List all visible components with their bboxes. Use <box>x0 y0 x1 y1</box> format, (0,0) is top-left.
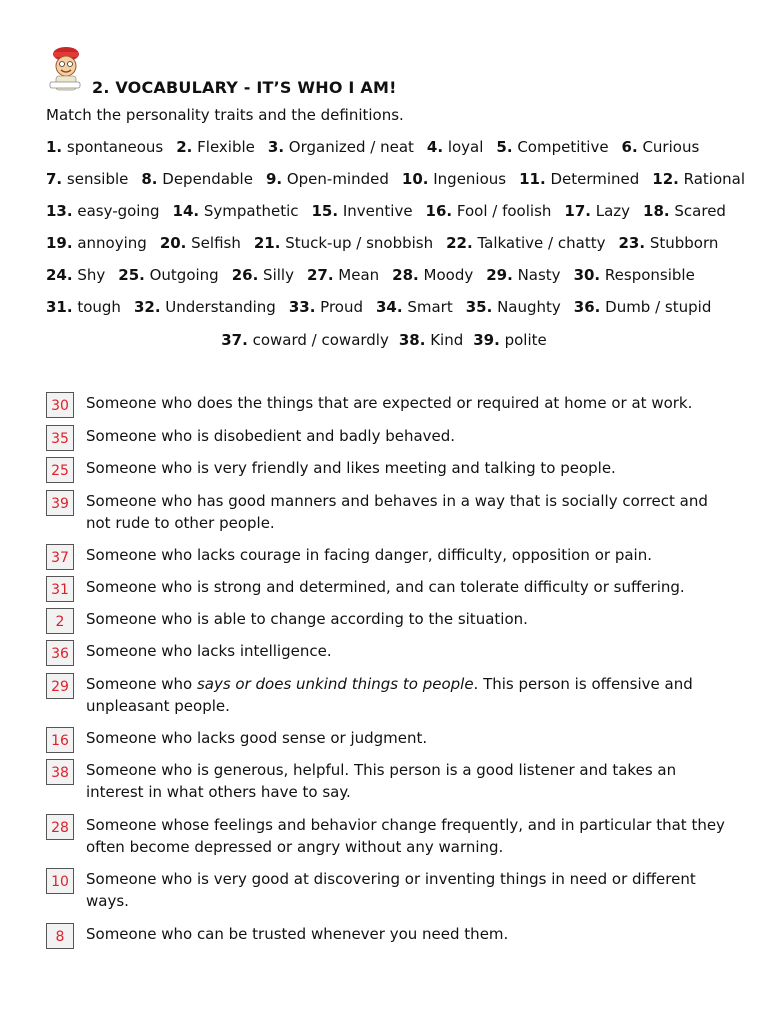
vocab-number: 28. <box>392 266 419 284</box>
vocab-item <box>312 202 413 220</box>
page-title: 2. VOCABULARY - IT’S WHO I AM! <box>92 78 397 97</box>
vocab-number: 31. <box>46 298 73 316</box>
answer-box[interactable]: 36 <box>46 640 74 666</box>
vocab-word: polite <box>499 331 547 349</box>
vocab-word: spontaneous <box>62 138 164 156</box>
vocab-number: 12. <box>652 170 679 188</box>
answer-box[interactable]: 25 <box>46 457 74 483</box>
vocab-item <box>564 202 630 220</box>
definition-text-part: Someone who does the things that are expected or required at home or at work. <box>86 394 693 412</box>
answer-box[interactable]: 10 <box>46 868 74 894</box>
vocab-item <box>427 138 484 156</box>
vocab-item <box>46 202 160 220</box>
vocab-word: Responsible <box>600 266 695 284</box>
vocab-number: 27. <box>306 266 334 284</box>
vocab-word: Silly <box>258 266 294 284</box>
definition-text-part: Someone who lacks courage in facing danger, difficulty, opposition or pain. <box>86 546 652 564</box>
vocab-number: 35. <box>465 298 493 316</box>
answer-box[interactable]: 37 <box>46 544 74 570</box>
vocab-word: easy-going <box>72 202 160 220</box>
vocab-item <box>307 266 379 284</box>
vocab-word: Naughty <box>492 298 561 316</box>
vocab-word: Selfish <box>186 234 241 252</box>
vocab-item <box>643 202 726 220</box>
vocab-word: Flexible <box>192 138 255 156</box>
definition-text <box>86 673 736 717</box>
vocab-item <box>618 234 718 252</box>
vocab-item <box>466 298 561 316</box>
definition-emphasis: says or does unkind things to people <box>196 675 474 693</box>
definition-text-part: Someone who lacks good sense or judgment. <box>86 729 428 747</box>
answer-box[interactable]: 29 <box>46 673 74 699</box>
vocab-item <box>289 298 363 316</box>
vocab-number: 9. <box>265 170 283 188</box>
vocab-item <box>160 234 241 252</box>
definition-text <box>86 425 736 447</box>
vocab-word: Fool / foolish <box>452 202 552 220</box>
vocab-number: 13. <box>46 202 73 220</box>
answer-box[interactable]: 16 <box>46 727 74 753</box>
vocab-item <box>176 138 255 156</box>
vocab-item <box>232 266 294 284</box>
vocab-word: sensible <box>62 170 129 188</box>
vocab-word: Mean <box>333 266 380 284</box>
definition-text-part: Someone who is able to change according to the situation. <box>86 610 528 628</box>
vocab-item <box>402 170 506 188</box>
vocab-word: Open-minded <box>282 170 389 188</box>
vocab-item <box>622 138 700 156</box>
vocab-item <box>46 298 121 316</box>
vocab-number: 7. <box>46 170 63 188</box>
vocab-number: 5. <box>496 138 513 156</box>
vocab-word: Sympathetic <box>199 202 299 220</box>
vocab-word: Stubborn <box>645 234 719 252</box>
vocab-word: Organized / neat <box>284 138 414 156</box>
definition-text-part: Someone who is very friendly and likes meeting and talking to people. <box>86 459 616 477</box>
vocab-word: Kind <box>425 331 464 349</box>
vocab-number: 25. <box>118 266 145 284</box>
vocab-number: 1. <box>46 138 63 156</box>
answer-box[interactable]: 30 <box>46 392 74 418</box>
vocab-word: Smart <box>402 298 453 316</box>
definition-text <box>86 576 736 598</box>
vocab-item <box>519 170 639 188</box>
vocab-item <box>266 170 389 188</box>
vocab-number: 10. <box>401 170 429 188</box>
vocab-number: 38. <box>398 331 426 349</box>
answer-box[interactable]: 2 <box>46 608 74 634</box>
vocab-number: 34. <box>376 298 403 316</box>
vocab-word: Competitive <box>512 138 609 156</box>
definition-text <box>86 392 736 414</box>
vocab-item <box>221 331 389 349</box>
vocab-number: 11. <box>519 170 546 188</box>
vocab-number: 30. <box>573 266 601 284</box>
vocab-number: 36. <box>573 298 601 316</box>
vocab-item <box>46 234 147 252</box>
vocab-row <box>46 266 708 284</box>
vocab-word: Lazy <box>590 202 631 220</box>
vocab-word: Stuck-up / snobbish <box>280 234 434 252</box>
vocab-word: Curious <box>637 138 700 156</box>
definition-text <box>86 608 736 630</box>
vocab-word: loyal <box>443 138 484 156</box>
definition-text-part: Someone who <box>86 675 197 693</box>
vocab-word: Proud <box>315 298 363 316</box>
vocab-word: Rational <box>678 170 746 188</box>
vocab-item <box>46 138 163 156</box>
answer-box[interactable]: 39 <box>46 490 74 516</box>
vocab-item <box>426 202 552 220</box>
definition-text <box>86 544 736 566</box>
vocab-row <box>46 170 758 188</box>
vocab-word: Understanding <box>160 298 276 316</box>
vocab-item <box>496 138 608 156</box>
vocab-word: Moody <box>418 266 474 284</box>
vocab-word: Outgoing <box>144 266 219 284</box>
answer-box[interactable]: 38 <box>46 759 74 785</box>
definition-text-part: Someone who is very good at discovering or inventing things in need or different ways. <box>86 870 696 910</box>
vocab-item <box>254 234 433 252</box>
vocab-number: 19. <box>46 234 73 252</box>
vocab-item <box>46 170 128 188</box>
vocab-number: 2. <box>176 138 193 156</box>
definition-text-part: Someone who is generous, helpful. This person is a good listener and takes an interest in what others have to say. <box>86 761 677 801</box>
vocab-number: 21. <box>253 234 281 252</box>
vocab-item <box>46 266 105 284</box>
vocab-word: Nasty <box>512 266 561 284</box>
vocab-number: 33. <box>288 298 316 316</box>
vocab-item <box>652 170 745 188</box>
vocab-number: 16. <box>425 202 453 220</box>
vocab-word: Shy <box>72 266 106 284</box>
definition-text-part: Someone whose feelings and behavior change frequently, and in particular that they often become depressed or angry without any warning. <box>86 816 725 856</box>
vocab-row <box>0 331 768 349</box>
vocab-word: Scared <box>669 202 726 220</box>
vocab-number: 26. <box>231 266 259 284</box>
answer-box[interactable]: 8 <box>46 923 74 949</box>
vocab-number: 8. <box>141 170 158 188</box>
vocab-item <box>173 202 299 220</box>
vocab-number: 3. <box>267 138 285 156</box>
vocab-item <box>118 266 218 284</box>
vocab-number: 4. <box>426 138 444 156</box>
definition-text-part: Someone who is strong and determined, and can tolerate difficulty or suffering. <box>86 578 685 596</box>
instructions: Match the personality traits and the definitions. <box>46 106 404 124</box>
vocab-item <box>446 234 605 252</box>
vocab-number: 32. <box>133 298 161 316</box>
vocab-number: 20. <box>159 234 187 252</box>
vocab-row <box>46 298 724 316</box>
vocab-item <box>399 331 463 349</box>
vocab-item <box>392 266 473 284</box>
vocab-number: 29. <box>486 266 513 284</box>
definition-text <box>86 814 736 858</box>
vocab-number: 39. <box>473 331 500 349</box>
vocab-number: 14. <box>172 202 200 220</box>
vocab-word: Dependable <box>157 170 253 188</box>
definition-text-part: Someone who has good manners and behaves in a way that is socially correct and not rude to other people. <box>86 492 708 532</box>
vocab-item <box>376 298 453 316</box>
vocab-number: 22. <box>446 234 473 252</box>
vocab-item <box>574 298 712 316</box>
answer-box[interactable]: 31 <box>46 576 74 602</box>
vocab-number: 23. <box>618 234 646 252</box>
definition-text <box>86 923 736 945</box>
answer-box[interactable]: 28 <box>46 814 74 840</box>
vocab-item <box>486 266 560 284</box>
definition-text <box>86 457 736 479</box>
definition-text-part: . This person is offensive and unpleasant people. <box>86 675 693 715</box>
definition-text <box>86 490 736 534</box>
definition-text-part: Someone who lacks intelligence. <box>86 642 332 660</box>
vocab-word: Dumb / stupid <box>600 298 712 316</box>
vocab-number: 17. <box>564 202 591 220</box>
vocab-number: 6. <box>621 138 638 156</box>
vocab-item <box>134 298 276 316</box>
vocab-row <box>46 138 712 156</box>
definition-text <box>86 727 736 749</box>
definition-text <box>86 868 736 912</box>
student-mascot-icon <box>44 42 90 94</box>
vocab-number: 15. <box>311 202 339 220</box>
vocab-item <box>268 138 414 156</box>
vocab-word: Determined <box>545 170 640 188</box>
vocab-item <box>473 331 547 349</box>
answer-box[interactable]: 35 <box>46 425 74 451</box>
vocab-word: Ingenious <box>428 170 507 188</box>
definition-text-part: Someone who is disobedient and badly behaved. <box>86 427 456 445</box>
vocab-word: coward / cowardly <box>247 331 389 349</box>
vocab-word: Talkative / chatty <box>472 234 606 252</box>
vocab-item <box>574 266 695 284</box>
vocab-row <box>46 202 739 220</box>
vocab-word: Inventive <box>338 202 413 220</box>
vocab-number: 24. <box>46 266 73 284</box>
definition-text <box>86 759 736 803</box>
definition-text-part: Someone who can be trusted whenever you need them. <box>86 925 509 943</box>
vocab-word: annoying <box>72 234 147 252</box>
vocab-number: 18. <box>643 202 670 220</box>
definition-text <box>86 640 736 662</box>
vocab-row <box>46 234 731 252</box>
vocab-word: tough <box>72 298 121 316</box>
vocab-number: 37. <box>221 331 248 349</box>
vocab-item <box>141 170 253 188</box>
